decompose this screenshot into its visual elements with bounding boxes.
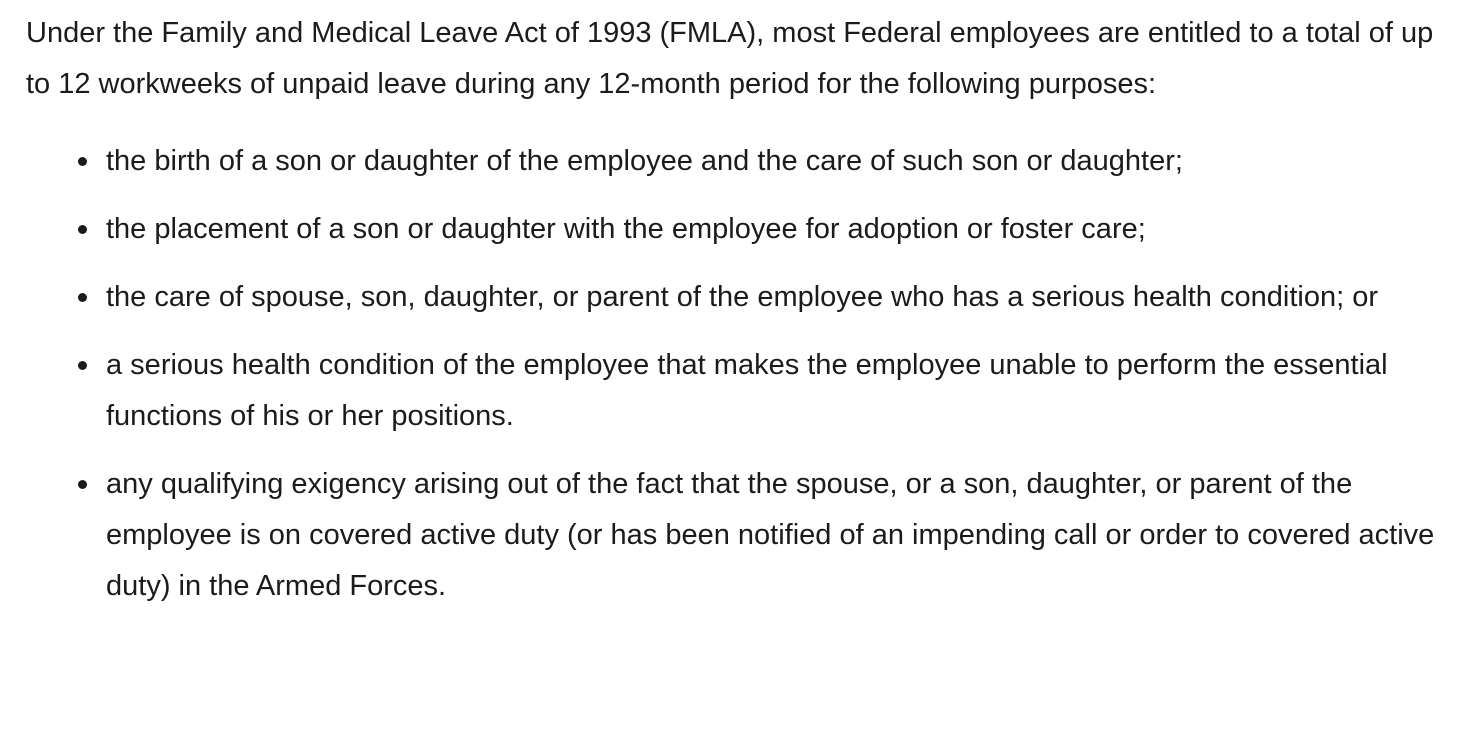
list-item: [26, 340, 1446, 442]
list-item: [26, 136, 1446, 187]
bullet-icon: [78, 361, 87, 370]
list-item: [26, 459, 1446, 612]
bullet-icon: [78, 293, 87, 302]
list-item: [26, 272, 1446, 323]
list-item-text: the care of spouse, son, daughter, or parent of the employee who has a serious health condition; or: [106, 281, 1378, 313]
purpose-list: [26, 136, 1446, 612]
list-item-text: any qualifying exigency arising out of the fact that the spouse, or a son, daughter, or parent of the employee is on covered active duty (or has been notified of an impending call or order to covered active duty) in the Armed Forces.: [106, 468, 1435, 602]
bullet-icon: [78, 157, 87, 166]
bullet-icon: [78, 225, 87, 234]
bullet-icon: [78, 480, 87, 489]
list-item-text: the placement of a son or daughter with the employee for adoption or foster care;: [106, 213, 1146, 245]
list-item-text: the birth of a son or daughter of the employee and the care of such son or daughter;: [106, 145, 1183, 177]
intro-paragraph: Under the Family and Medical Leave Act of 1993 (FMLA), most Federal employees are entitled to a total of up to 12 workweeks of unpaid leave during any 12-month period for the following purposes:: [26, 17, 1434, 100]
list-item: [26, 204, 1446, 255]
list-item-text: a serious health condition of the employee that makes the employee unable to perform the essential functions of his or her positions.: [106, 349, 1388, 432]
